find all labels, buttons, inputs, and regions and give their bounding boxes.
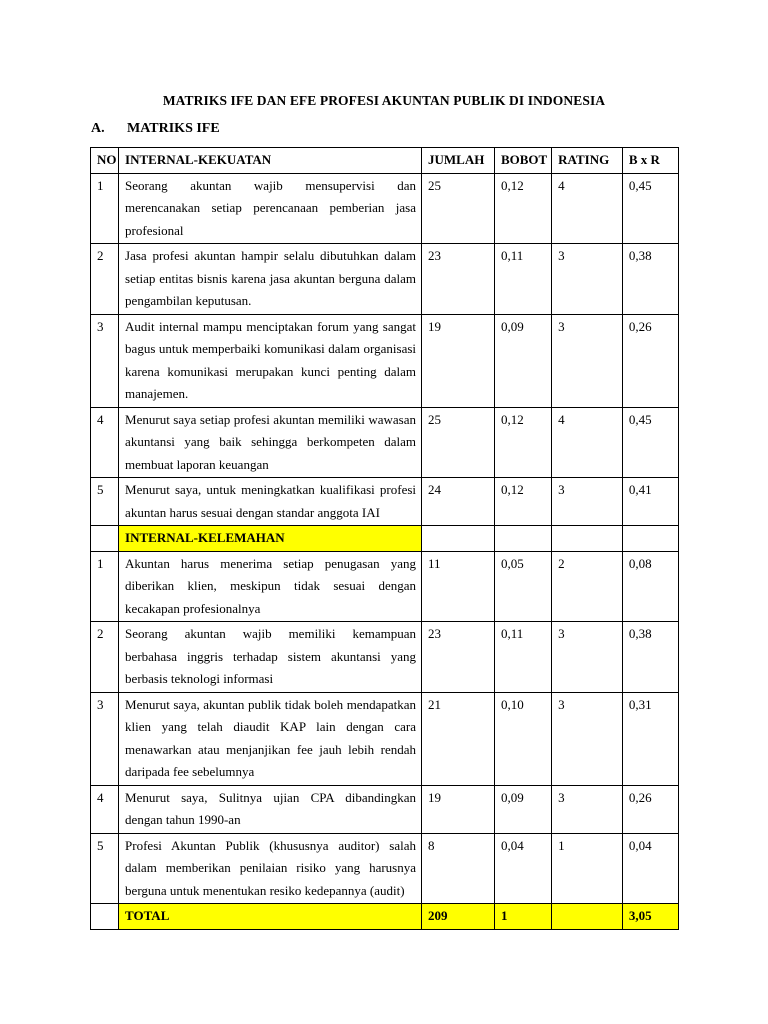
- cell-jumlah: 23: [422, 244, 495, 315]
- cell-bobot: 0,04: [494, 833, 551, 904]
- kelemahan-header-row: [91, 526, 679, 552]
- cell-no: 4: [91, 785, 119, 833]
- cell-bxr: 0,41: [622, 478, 678, 526]
- cell-rating: 2: [552, 551, 623, 622]
- total-jumlah: 209: [422, 904, 495, 930]
- total-rating: [552, 904, 623, 930]
- header-internal-kekuatan: INTERNAL-KEKUATAN: [119, 148, 422, 174]
- cell-rating: 4: [552, 173, 623, 244]
- cell-desc: Seorang akuntan wajib mensupervisi dan merencanakan setiap perencanaan pemberian jasa profesional: [119, 173, 422, 244]
- cell-bxr: 0,08: [622, 551, 678, 622]
- cell-no: 3: [91, 692, 119, 785]
- table-row: [91, 314, 679, 407]
- header-no: NO: [91, 148, 119, 174]
- cell-no-empty: [91, 526, 119, 552]
- header-bxr: B x R: [622, 148, 678, 174]
- section-label: MATRIKS IFE: [127, 121, 220, 136]
- section-heading: [91, 121, 220, 137]
- cell-no: 4: [91, 407, 119, 478]
- cell-bobot: 0,11: [494, 622, 551, 693]
- cell-no: 2: [91, 244, 119, 315]
- cell-bxr: 0,31: [622, 692, 678, 785]
- cell-no: 1: [91, 173, 119, 244]
- table-row: [91, 622, 679, 693]
- page-title: MATRIKS IFE DAN EFE PROFESI AKUNTAN PUBLIK DI INDONESIA: [162, 93, 606, 108]
- cell-bobot: 0,12: [494, 407, 551, 478]
- cell-bobot: 0,12: [494, 173, 551, 244]
- cell-bxr: 0,26: [622, 785, 678, 833]
- cell-jumlah: 21: [422, 692, 495, 785]
- cell-desc: Jasa profesi akuntan hampir selalu dibutuhkan dalam setiap entitas bisnis karena jasa akuntan berguna dalam pengambilan keputusan.: [119, 244, 422, 315]
- cell-no-empty: [91, 904, 119, 930]
- cell-bxr: 0,04: [622, 833, 678, 904]
- header-rating: RATING: [552, 148, 623, 174]
- cell-rating: 3: [552, 244, 623, 315]
- cell-rating: 3: [552, 478, 623, 526]
- cell-bxr: 0,45: [622, 173, 678, 244]
- total-row: [91, 904, 679, 930]
- table-row: [91, 478, 679, 526]
- cell-jumlah: 23: [422, 622, 495, 693]
- table-row: [91, 833, 679, 904]
- cell-no: 1: [91, 551, 119, 622]
- cell-bxr: 0,38: [622, 622, 678, 693]
- cell-rating: 3: [552, 622, 623, 693]
- cell-desc: Profesi Akuntan Publik (khususnya auditor) salah dalam memberikan penilaian risiko yang harusnya berguna untuk menentukan resiko kedepannya (audit): [119, 833, 422, 904]
- cell-bobot: 0,09: [494, 314, 551, 407]
- header-bobot: BOBOT: [494, 148, 551, 174]
- table-row: [91, 692, 679, 785]
- header-jumlah: JUMLAH: [422, 148, 495, 174]
- cell-bobot: 0,11: [494, 244, 551, 315]
- cell-empty: [422, 526, 495, 552]
- ife-matrix-table: [90, 147, 679, 930]
- total-bobot: 1: [494, 904, 551, 930]
- cell-bobot: 0,12: [494, 478, 551, 526]
- table-row: [91, 785, 679, 833]
- cell-no: 5: [91, 833, 119, 904]
- cell-desc: Menurut saya, Sulitnya ujian CPA dibandingkan dengan tahun 1990-an: [119, 785, 422, 833]
- cell-no: 2: [91, 622, 119, 693]
- cell-jumlah: 19: [422, 314, 495, 407]
- cell-no: 5: [91, 478, 119, 526]
- cell-desc: Seorang akuntan wajib memiliki kemampuan berbahasa inggris terhadap sistem akuntansi yang berbasis teknologi informasi: [119, 622, 422, 693]
- cell-jumlah: 25: [422, 173, 495, 244]
- cell-jumlah: 25: [422, 407, 495, 478]
- table-row: [91, 173, 679, 244]
- table-row: [91, 244, 679, 315]
- cell-bobot: 0,05: [494, 551, 551, 622]
- header-internal-kelemahan: INTERNAL-KELEMAHAN: [119, 526, 422, 552]
- total-label: TOTAL: [119, 904, 422, 930]
- table-row: [91, 551, 679, 622]
- cell-desc: Menurut saya, akuntan publik tidak boleh mendapatkan klien yang telah diaudit KAP lain dengan cara menawarkan atau menjanjikan fee jauh lebih rendah daripada fee sebelumnya: [119, 692, 422, 785]
- cell-rating: 4: [552, 407, 623, 478]
- cell-bobot: 0,10: [494, 692, 551, 785]
- cell-empty: [622, 526, 678, 552]
- table-header-row: [91, 148, 679, 174]
- table-row: [91, 407, 679, 478]
- cell-bxr: 0,26: [622, 314, 678, 407]
- cell-rating: 3: [552, 785, 623, 833]
- cell-jumlah: 8: [422, 833, 495, 904]
- cell-rating: 1: [552, 833, 623, 904]
- cell-bxr: 0,38: [622, 244, 678, 315]
- cell-jumlah: 11: [422, 551, 495, 622]
- total-bxr: 3,05: [622, 904, 678, 930]
- cell-jumlah: 19: [422, 785, 495, 833]
- cell-bxr: 0,45: [622, 407, 678, 478]
- cell-jumlah: 24: [422, 478, 495, 526]
- section-letter: A.: [91, 121, 105, 136]
- cell-no: 3: [91, 314, 119, 407]
- cell-desc: Akuntan harus menerima setiap penugasan yang diberikan klien, meskipun tidak sesuai dengan kecakapan profesionalnya: [119, 551, 422, 622]
- cell-desc: Menurut saya setiap profesi akuntan memiliki wawasan akuntansi yang baik sehingga berkompeten dalam membuat laporan keuangan: [119, 407, 422, 478]
- cell-empty: [494, 526, 551, 552]
- cell-desc: Audit internal mampu menciptakan forum yang sangat bagus untuk memperbaiki komunikasi dalam organisasi karena komunikasi merupakan kunci penting dalam manajemen.: [119, 314, 422, 407]
- cell-bobot: 0,09: [494, 785, 551, 833]
- cell-desc: Menurut saya, untuk meningkatkan kualifikasi profesi akuntan harus sesuai dengan standar anggota IAI: [119, 478, 422, 526]
- cell-rating: 3: [552, 692, 623, 785]
- cell-rating: 3: [552, 314, 623, 407]
- cell-empty: [552, 526, 623, 552]
